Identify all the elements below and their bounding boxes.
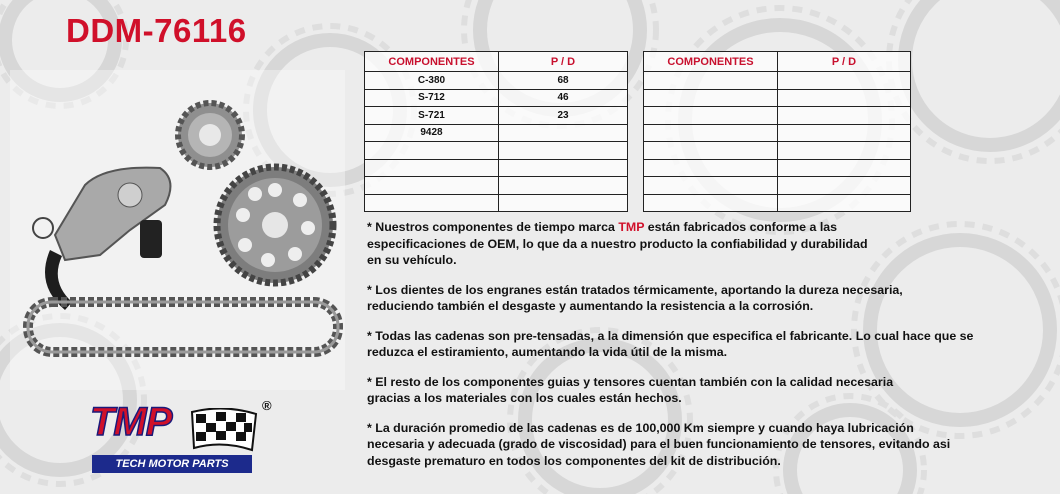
table-cell: C-380: [365, 72, 499, 90]
description-paragraph: * La duración promedio de las cadenas es de 100,000 Km siempre y cuando haya lubricación necesaria y adecuada (grado de viscosidad) para el buen funcionamiento de tensores, evitando asi desgaste prematuro en todos los componentes del kit de distribución.: [367, 420, 951, 468]
table-cell: [778, 177, 911, 195]
logo-tagline: TECH MOTOR PARTS: [92, 455, 252, 473]
logo-brand: TMP: [90, 400, 172, 444]
description-paragraph: * Todas las cadenas son pre-tensadas, a la dimensión que especifica el fabricante. Lo cual hace que se reduzca el estiramiento, aumentando la vida útil de la misma.: [367, 328, 974, 359]
description-text: * Nuestros componentes de tiempo marca: [367, 220, 619, 234]
tensioner: [33, 168, 170, 310]
registered-mark: ®: [262, 398, 272, 413]
table-cell: [644, 124, 778, 142]
table-row: [365, 107, 628, 125]
table-row: [365, 142, 628, 160]
table-cell: [365, 177, 499, 195]
table-cell: [778, 159, 911, 177]
column-header-components: COMPONENTES: [365, 52, 499, 72]
table-cell: [365, 142, 499, 160]
table-cell: [499, 124, 628, 142]
description-paragraph: * Los dientes de los engranes están tratados térmicamente, aportando la dureza necesaria, reduciendo también el desgaste y aumentando la resistencia a la corrosión.: [367, 282, 903, 313]
table-cell: [778, 142, 911, 160]
table-cell: 46: [499, 89, 628, 107]
table-cell: [365, 194, 499, 212]
table-cell: [644, 177, 778, 195]
page-title: DDM-76116: [66, 12, 247, 49]
description-paragraph: * El resto de los componentes guias y tensores cuentan también con la calidad necesaria gracias a los materiales con los cuales están hechos.: [367, 374, 894, 405]
table-row: [644, 124, 911, 142]
table-row: [365, 194, 628, 212]
table-cell: [644, 142, 778, 160]
components-table-right: [643, 51, 911, 212]
column-header-pd: P / D: [499, 52, 628, 72]
table-cell: S-721: [365, 107, 499, 125]
table-cell: [499, 177, 628, 195]
product-description: [367, 219, 1057, 482]
table-cell: [644, 194, 778, 212]
table-row: [365, 72, 628, 90]
table-cell: [778, 124, 911, 142]
table-cell: [778, 72, 911, 90]
brand-highlight: TMP: [618, 220, 645, 234]
table-cell: [778, 107, 911, 125]
description-paragraph: [367, 219, 1057, 269]
table-cell: 9428: [365, 124, 499, 142]
table-cell: 23: [499, 107, 628, 125]
table-row: [644, 159, 911, 177]
table-row: [644, 142, 911, 160]
table-cell: [644, 89, 778, 107]
product-photo: [10, 70, 345, 390]
table-row: [365, 177, 628, 195]
table-cell: [499, 159, 628, 177]
table-cell: [644, 159, 778, 177]
table-row: [644, 72, 911, 90]
table-cell: [778, 89, 911, 107]
crank-sprocket: [178, 103, 242, 167]
table-row: [365, 89, 628, 107]
timing-kit-illustration: [10, 70, 345, 390]
table-cell: [499, 194, 628, 212]
table-cell: [644, 72, 778, 90]
table-cell: [365, 159, 499, 177]
table-cell: 68: [499, 72, 628, 90]
table-row: [644, 194, 911, 212]
column-header-components: COMPONENTES: [644, 52, 778, 72]
table-cell: [644, 107, 778, 125]
table-row: [644, 107, 911, 125]
timing-chain: [28, 302, 338, 352]
table-row: [644, 177, 911, 195]
table-cell: [499, 142, 628, 160]
table-row: [365, 159, 628, 177]
table-row: [644, 89, 911, 107]
column-header-pd: P / D: [778, 52, 911, 72]
cam-sprocket: [217, 167, 333, 283]
table-cell: S-712: [365, 89, 499, 107]
components-table-left: [364, 51, 628, 212]
description-text: están fabricados conforme a las especificaciones de OEM, lo que da a nuestro producto la confiabilidad y durabilidad en su vehículo.: [367, 220, 868, 267]
table-row: [365, 124, 628, 142]
table-cell: [778, 194, 911, 212]
tmp-logo: [90, 400, 290, 480]
checkered-flag-icon: [190, 408, 258, 452]
